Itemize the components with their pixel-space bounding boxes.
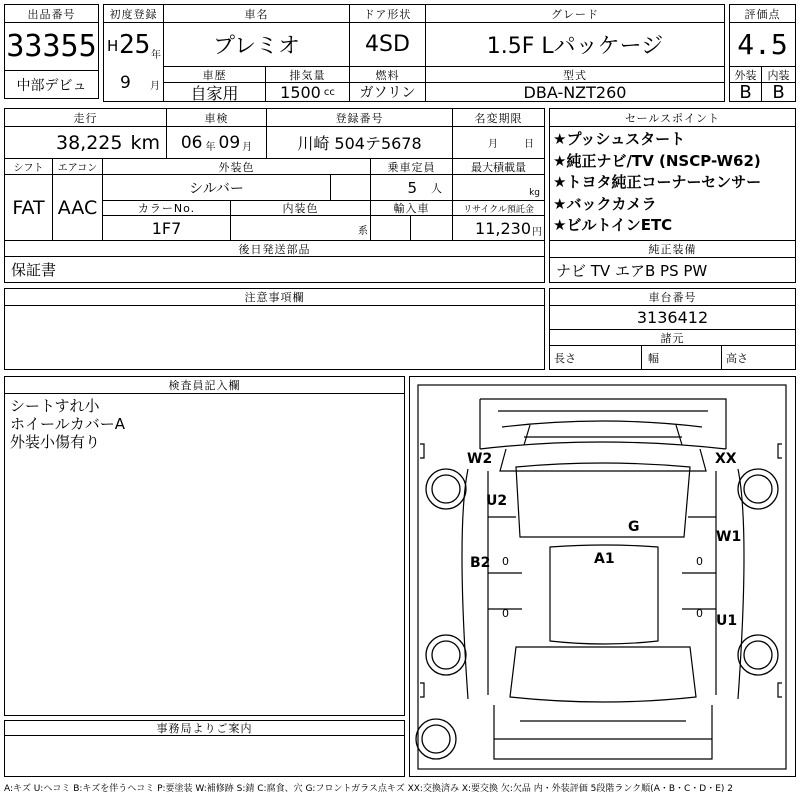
- shift: FAT: [5, 175, 53, 241]
- registration-year-cell: [104, 23, 164, 67]
- inspection-year-unit: 年: [205, 142, 216, 153]
- corner-name: 中部デビュ: [16, 77, 87, 94]
- damage-legend: A:キズ U:ヘコミ B:キズを伴うヘコミ P:要塗装 W:補修跡 S:錆 C:腐食、穴 G:フロントガラス点キズ XX:交換済み X:要交換 欠:欠品 内・外装評価 5段階ランク順(A・B・C・D・E) 2: [4, 784, 734, 794]
- displacement-header: 排気量: [266, 67, 350, 83]
- grade-header: グレード: [426, 5, 724, 23]
- max-load-header: 最大積載量: [453, 159, 544, 175]
- displacement: 1500: [280, 83, 321, 101]
- front-cabin: [516, 463, 690, 537]
- name-change-header: 名変期限: [453, 109, 544, 127]
- import-header: 輸入車: [371, 201, 453, 216]
- equipment-header: 純正装備: [550, 241, 795, 258]
- rear-trunk: [494, 705, 712, 759]
- details-panel: [4, 108, 545, 283]
- zero-mark: 0: [696, 607, 703, 620]
- name-change-cell: [453, 127, 544, 159]
- name-change-day-unit: 日: [524, 139, 534, 150]
- mark-g: G: [628, 519, 640, 535]
- sales-points-panel: [549, 108, 796, 241]
- zero-mark: 0: [502, 607, 509, 620]
- recycle-unit: 円: [532, 226, 542, 238]
- interior-color-header: 内装色: [231, 201, 371, 216]
- model-code: DBA-NZT260: [523, 83, 627, 101]
- office-header: 事務局よりご案内: [5, 721, 404, 736]
- caution-panel: [4, 288, 545, 370]
- capacity-cell: [371, 175, 453, 201]
- displacement-cell: [266, 83, 350, 101]
- capacity-header: 乗車定員: [371, 159, 453, 175]
- inspector-header: 検査員記入欄: [5, 377, 404, 394]
- sales-point-item: ★プッシュスタート: [553, 130, 686, 148]
- sales-point-item: ★ビルトインETC: [553, 216, 673, 234]
- post-parts: 保証書: [11, 261, 57, 279]
- lot-number: 33355: [5, 23, 98, 71]
- mileage-unit: km: [130, 131, 160, 154]
- history-header: 車歴: [164, 67, 266, 83]
- inspector-note: ホイールカバーA: [10, 415, 125, 433]
- inspector-note: 外装小傷有り: [10, 433, 101, 451]
- mark-b2: B2: [470, 555, 491, 571]
- car-diagram-panel: [409, 376, 796, 777]
- interior-color-unit: 系: [231, 216, 371, 241]
- exterior-color: シルバー: [103, 175, 331, 201]
- capacity-unit: 人: [431, 181, 442, 195]
- import-cell-a: [371, 216, 411, 241]
- mark-a1: A1: [594, 551, 615, 567]
- plate-number: 川崎 504テ5678: [267, 127, 453, 159]
- inspector-notes: [10, 397, 125, 451]
- registration-year-unit: 年: [151, 50, 161, 61]
- shift-header: シフト: [5, 159, 53, 175]
- door-type: 4SD: [350, 23, 426, 67]
- caution-header: 注意事項欄: [5, 289, 544, 306]
- door-type-header: ドア形状: [350, 5, 426, 23]
- equipment: ナビ TV エアB PS PW: [556, 261, 708, 280]
- interior-score: B: [772, 83, 785, 101]
- aircon: AAC: [53, 175, 103, 241]
- exterior-color-header: 外装色: [103, 159, 371, 175]
- spec-height: 高さ: [726, 351, 748, 365]
- zero-mark: 0: [696, 555, 703, 568]
- equipment-panel: [549, 240, 796, 283]
- score-header: 評価点: [730, 5, 795, 23]
- model-code-header: 型式: [426, 67, 724, 83]
- color-no: 1F7: [103, 216, 231, 241]
- registration-month: 9: [120, 73, 131, 93]
- lot-number-header: 出品番号: [5, 5, 98, 23]
- overall-score: 4.5: [730, 23, 795, 67]
- grade: 1.5F Lパッケージ: [426, 23, 724, 67]
- fuel: ガソリン: [350, 83, 426, 101]
- exterior-color-extra: [331, 175, 371, 201]
- recycle-fee: 11,230: [475, 218, 531, 238]
- registration-month-cell: [104, 67, 164, 101]
- capacity: 5: [407, 178, 417, 197]
- chassis-panel: [549, 288, 796, 370]
- first-registration-header: 初度登録: [104, 5, 164, 23]
- aircon-header: エアコン: [53, 159, 103, 175]
- chassis-number: 3136412: [550, 306, 795, 330]
- mark-u1: U1: [716, 613, 738, 629]
- zero-mark: 0: [502, 555, 509, 568]
- mark-u2: U2: [486, 493, 508, 509]
- office-panel: [4, 720, 405, 777]
- registration-month-unit: 月: [150, 81, 160, 92]
- recycle-header: リサイクル預託金: [453, 201, 544, 216]
- mark-w1: W1: [716, 529, 742, 545]
- history: 自家用: [164, 83, 266, 101]
- exterior-score: B: [730, 83, 762, 101]
- car-diagram: [410, 377, 795, 776]
- color-no-header: カラーNo.: [103, 201, 231, 216]
- car-name-header: 車名: [164, 5, 350, 23]
- mileage: 38,225: [56, 131, 123, 154]
- score-panel: [729, 4, 796, 102]
- spec-width: 幅: [642, 346, 722, 369]
- mark-w2: W2: [467, 451, 493, 467]
- specs-header: 諸元: [550, 330, 795, 346]
- lot-panel: [4, 4, 99, 99]
- car-name: プレミオ: [164, 23, 350, 67]
- inspector-panel: [4, 376, 405, 716]
- sales-point-item: ★バックカメラ: [553, 194, 657, 213]
- sales-points-header: セールスポイント: [550, 109, 795, 127]
- name-change-month-unit: 月: [488, 139, 498, 150]
- sales-points-list: [553, 129, 761, 237]
- mileage-header: 走行: [5, 109, 167, 127]
- registration-era: H: [107, 37, 119, 55]
- sales-point-item: ★トヨタ純正コーナーセンサー: [553, 173, 762, 191]
- inspection-header: 車検: [167, 109, 267, 127]
- door-lines: [488, 471, 716, 695]
- exterior-header: 外装: [730, 67, 762, 83]
- inspection-year: 06: [180, 132, 203, 153]
- plate-header: 登録番号: [267, 109, 453, 127]
- fuel-header: 燃料: [350, 67, 426, 83]
- mileage-cell: [5, 127, 167, 159]
- spec-length: 長さ: [550, 346, 642, 369]
- recycle-cell: [453, 216, 544, 241]
- chassis-header: 車台番号: [550, 289, 795, 306]
- inspection-cell: [167, 127, 267, 159]
- rear-cabin: [510, 647, 696, 702]
- inspector-note: シートすれ小: [10, 397, 100, 415]
- mark-xx: XX: [715, 451, 737, 467]
- interior-header: 内装: [762, 67, 795, 83]
- post-parts-header: 後日発送部品: [5, 241, 544, 257]
- vehicle-panel: [103, 4, 725, 102]
- inspection-month-unit: 月: [242, 142, 253, 153]
- max-load-unit: kg: [453, 175, 544, 201]
- import-cell-b: [411, 216, 453, 241]
- sales-point-item: ★純正ナビ/TV (NSCP-W62): [553, 151, 761, 170]
- inspection-month: 09: [218, 132, 241, 153]
- registration-year: 25: [119, 30, 151, 60]
- displacement-unit: cc: [323, 86, 335, 98]
